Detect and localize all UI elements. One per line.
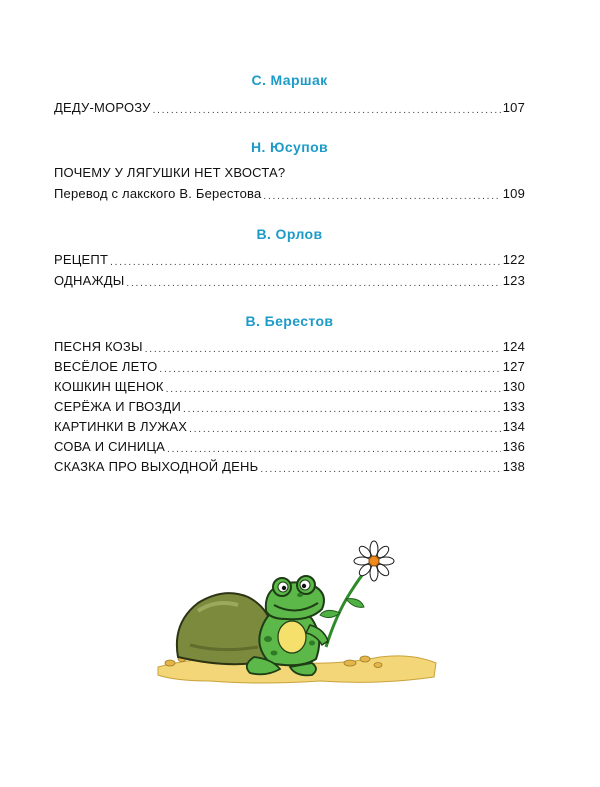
entry-page-number: 130: [502, 379, 525, 394]
dot-leader: [153, 101, 501, 113]
entry-title: ДЕДУ-МОРОЗУ: [54, 100, 151, 115]
toc-entry[interactable]: [54, 339, 525, 355]
section-author: В. Орлов: [256, 226, 323, 242]
dot-leader: [167, 440, 501, 452]
entry-page-number: 122: [502, 252, 525, 267]
toc-entry[interactable]: [54, 100, 525, 116]
entry-page-number: 109: [502, 186, 525, 201]
daisy-icon: [354, 541, 394, 581]
entry-title: КОШКИН ЩЕНОК: [54, 379, 164, 394]
dot-leader: [166, 380, 501, 392]
toc-entry[interactable]: [54, 359, 525, 375]
entry-page-number: 127: [502, 359, 525, 374]
entry-title: ВЕСЁЛОЕ ЛЕТО: [54, 359, 158, 374]
section-author: С. Маршак: [251, 72, 328, 88]
entry-page-number: 136: [502, 439, 525, 454]
entry-title: СОВА И СИНИЦА: [54, 439, 166, 454]
dot-leader: [189, 420, 501, 432]
entry-page-number: 133: [502, 399, 525, 414]
dot-leader: [145, 340, 501, 352]
frog-with-daisy-illustration: [150, 535, 440, 695]
entry-title: РЕЦЕПТ: [54, 252, 109, 267]
dot-leader: [263, 187, 500, 199]
entry-title: СКАЗКА ПРО ВЫХОДНОЙ ДЕНЬ: [54, 459, 259, 474]
dot-leader: [260, 460, 500, 472]
toc-entry[interactable]: [54, 419, 525, 435]
entry-page-number: 134: [502, 419, 525, 434]
dot-leader: [159, 360, 500, 372]
toc-entry[interactable]: [54, 459, 525, 475]
dot-leader: [126, 274, 500, 286]
entry-page-number: 107: [502, 100, 525, 115]
entry-page-number: 123: [502, 273, 525, 288]
entry-title-line[interactable]: ПОЧЕМУ У ЛЯГУШКИ НЕТ ХВОСТА?: [54, 165, 286, 180]
entry-title: Перевод с лакского В. Берестова: [54, 186, 262, 201]
toc-entry[interactable]: [54, 273, 525, 289]
entry-page-number: 124: [502, 339, 525, 354]
section-author: Н. Юсупов: [250, 139, 329, 155]
dot-leader: [183, 400, 501, 412]
entry-title: ПЕСНЯ КОЗЫ: [54, 339, 143, 354]
entry-title: КАРТИНКИ В ЛУЖАХ: [54, 419, 188, 434]
entry-title: СЕРЁЖА И ГВОЗДИ: [54, 399, 182, 414]
entry-title: ОДНАЖДЫ: [54, 273, 125, 288]
entry-page-number: 138: [502, 459, 525, 474]
section-author: В. Берестов: [245, 313, 334, 329]
toc-entry[interactable]: [54, 399, 525, 415]
toc-entry[interactable]: [54, 252, 525, 268]
toc-entry[interactable]: [54, 379, 525, 395]
toc-entry[interactable]: [54, 439, 525, 455]
dot-leader: [110, 253, 501, 265]
toc-entry[interactable]: [54, 186, 525, 202]
